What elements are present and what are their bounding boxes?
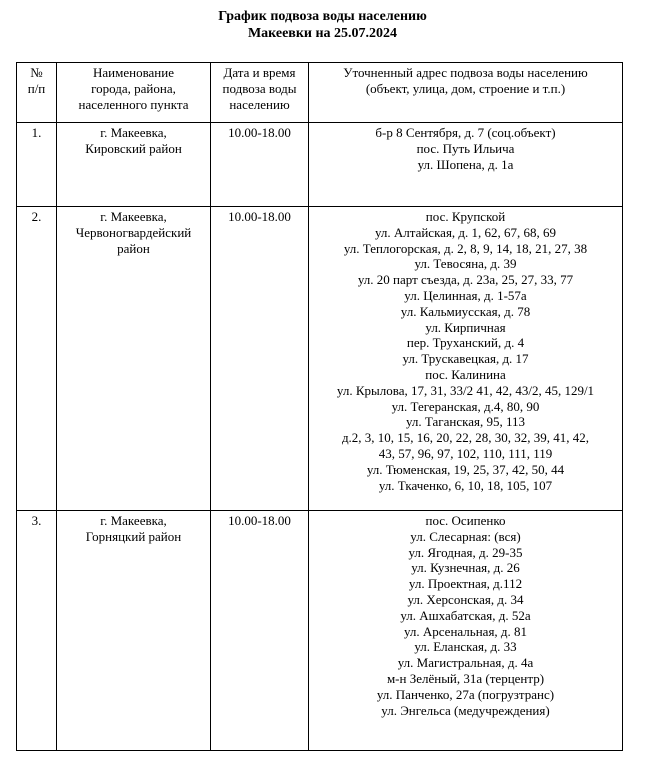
cell-line: пос. Путь Ильича xyxy=(416,140,515,156)
cell-line: д.2, 3, 10, 15, 16, 20, 22, 28, 30, 32, 39, 41, 42, xyxy=(341,430,590,446)
header-num-line: № xyxy=(30,65,43,80)
row-name xyxy=(57,207,211,511)
cell-line: пос. Калинина xyxy=(425,366,506,382)
row-num: 1. xyxy=(17,123,57,207)
cell-line: ул. Магистральная, д. 4а xyxy=(397,655,534,671)
row-num: 2. xyxy=(17,207,57,511)
header-name-line: города, района, xyxy=(91,80,176,96)
cell-line: ул. Панченко, 27а (погрузтранс) xyxy=(376,686,555,702)
cell-line: ул. Трускавецкая, д. 17 xyxy=(402,351,529,367)
table-header-row xyxy=(17,63,623,123)
row-name xyxy=(57,511,211,751)
cell-line: ул. Шопена, д. 1а xyxy=(417,156,514,172)
header-time-line: Дата и время xyxy=(223,65,296,80)
header-time xyxy=(211,63,309,123)
cell-line: г. Макеевка, xyxy=(100,209,167,224)
cell-line: район xyxy=(117,240,150,256)
table-row xyxy=(17,207,623,511)
table-row xyxy=(17,511,623,751)
table-row xyxy=(17,123,623,207)
cell-line: ул. Ашхабатская, д. 52а xyxy=(400,607,531,623)
cell-line: пер. Труханский, д. 4 xyxy=(406,335,525,351)
row-time: 10.00-18.00 xyxy=(211,511,309,751)
document-title xyxy=(0,8,645,42)
row-addresses xyxy=(309,207,623,511)
header-num xyxy=(17,63,57,123)
cell-line: Горняцкий район xyxy=(85,528,182,544)
header-address-line: Уточненный адрес подвоза воды населению xyxy=(343,65,588,80)
cell-line: м-н Зелёный, 31а (терцентр) xyxy=(386,670,545,686)
cell-line: ул. Херсонская, д. 34 xyxy=(407,591,524,607)
cell-line: ул. Арсенальная, д. 81 xyxy=(403,623,528,639)
row-time: 10.00-18.00 xyxy=(211,123,309,207)
cell-line: ул. Теплогорская, д. 2, 8, 9, 14, 18, 21, 27, 38 xyxy=(343,240,588,256)
cell-line: ул. 20 парт съезда, д. 23а, 25, 27, 33, 77 xyxy=(357,272,574,288)
title-line-2: Макеевки на 25.07.2024 xyxy=(247,26,398,41)
cell-line: ул. Тевосяна, д. 39 xyxy=(414,256,517,272)
cell-line: г. Макеевка, xyxy=(100,513,167,528)
cell-line: ул. Таганская, 95, 113 xyxy=(405,414,526,430)
cell-line: ул. Энгельса (медучреждения) xyxy=(381,702,550,718)
cell-line: Кировский район xyxy=(85,140,182,156)
cell-line: ул. Проектная, д.112 xyxy=(408,576,523,592)
cell-line: ул. Кузнечная, д. 26 xyxy=(411,560,520,576)
header-num-line: п/п xyxy=(27,80,46,96)
cell-line: Червоногвардейский xyxy=(75,224,192,240)
header-address-line: (объект, улица, дом, строение и т.п.) xyxy=(365,80,566,96)
cell-line: ул. Ткаченко, 6, 10, 18, 105, 107 xyxy=(378,477,553,493)
cell-line: б-р 8 Сентября, д. 7 (соц.объект) xyxy=(375,125,556,140)
header-name-line: населенного пункта xyxy=(78,96,189,112)
header-time-line: подвоза воды xyxy=(222,80,297,96)
cell-line: ул. Ягодная, д. 29-35 xyxy=(408,544,523,560)
cell-line: пос. Крупской xyxy=(425,209,506,224)
cell-line: ул. Тюменская, 19, 25, 37, 42, 50, 44 xyxy=(366,461,565,477)
row-time: 10.00-18.00 xyxy=(211,207,309,511)
row-name xyxy=(57,123,211,207)
cell-line: ул. Тегеранская, д.4, 80, 90 xyxy=(391,398,540,414)
cell-line: ул. Алтайская, д. 1, 62, 67, 68, 69 xyxy=(374,224,557,240)
cell-line: ул. Целинная, д. 1-57а xyxy=(404,287,527,303)
cell-line: пос. Осипенко xyxy=(425,513,506,528)
header-name-line: Наименование xyxy=(93,65,174,80)
header-time-line: населению xyxy=(229,96,290,112)
cell-line: 43, 57, 96, 97, 102, 110, 111, 119 xyxy=(378,445,553,461)
header-address xyxy=(309,63,623,123)
cell-line: ул. Крылова, 17, 31, 33/2 41, 42, 43/2, 45, 129/1 xyxy=(336,382,595,398)
cell-line: ул. Еланская, д. 33 xyxy=(414,639,517,655)
row-num: 3. xyxy=(17,511,57,751)
cell-line: ул. Слесарная: (вся) xyxy=(410,528,521,544)
row-addresses xyxy=(309,123,623,207)
row-addresses xyxy=(309,511,623,751)
cell-line: ул. Кальмиусская, д. 78 xyxy=(400,303,531,319)
cell-line: ул. Кирпичная xyxy=(425,319,506,335)
header-name xyxy=(57,63,211,123)
title-line-1: График подвоза воды населению xyxy=(218,9,427,24)
cell-line: г. Макеевка, xyxy=(100,125,167,140)
water-schedule-table xyxy=(16,62,623,751)
